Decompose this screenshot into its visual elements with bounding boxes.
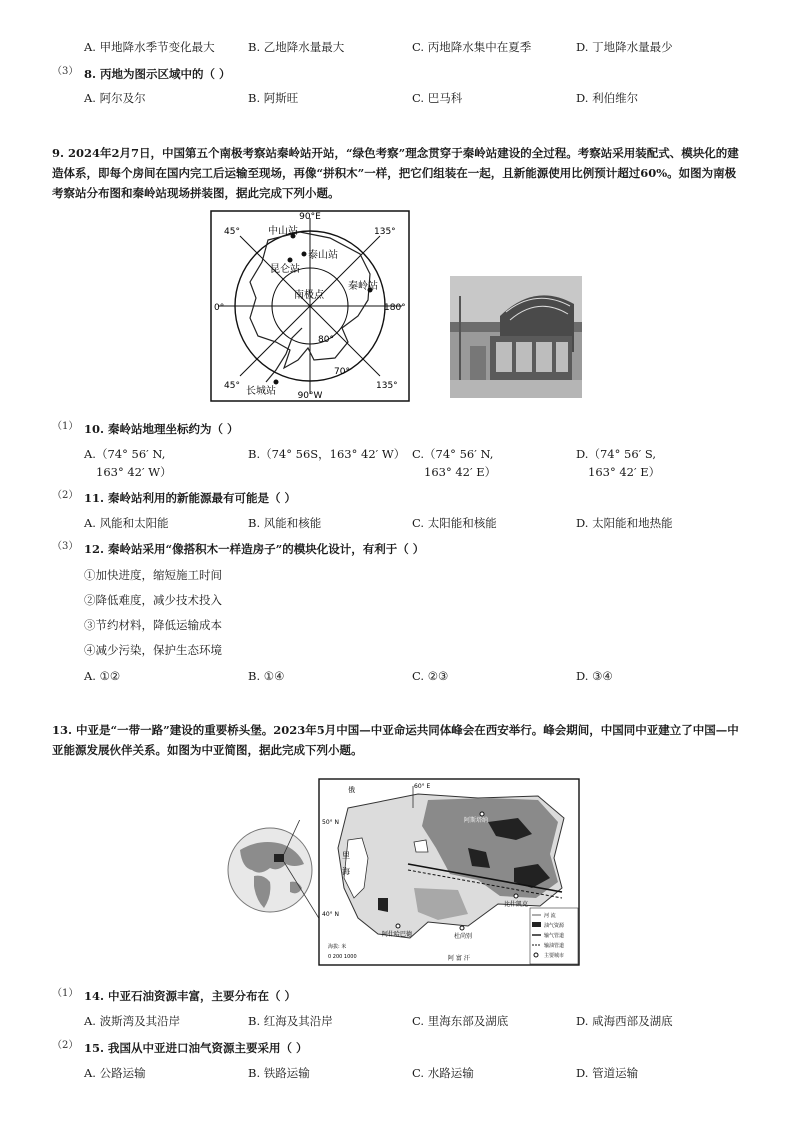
q7-option-d: D. 丁地降水量最少 [576,40,673,54]
station-qinling: 秦岭站 [348,281,378,292]
q15-option-b: B. 铁路运输 [248,1066,310,1080]
station-changcheng: 长城站 [246,386,276,397]
antarctic-station-map [210,210,410,402]
station-south-pole: 南极点 [294,290,324,301]
ca-scale-title: 海拔: 米 [328,944,347,950]
q9-intro: 9. 2024年2月7日，中国第五个南极考察站秦岭站开站，“绿色考察”理念贯穿于秦岭站建设的全过程。考察站采用装配式、模块化的建造体系，即每个房间在国内完工后运输至现场，再像“拼积木”一样，把它们组装在一起，且新能源使用比例预计超过60%。如图为南极考察站分布图和秦岭站现场拼装图，据此完成下列小题。 [52,146,739,200]
q12-option-b: B. ①④ [248,669,285,683]
ca-label-west2: 海 [342,867,350,876]
map-label-lat70: 70° [334,367,350,377]
q12-option-c: C. ②③ [412,669,449,683]
q10-tag: （1） [52,421,79,432]
station-kunlun: 昆仑站 [270,264,300,275]
q11-tag: （2） [52,490,79,501]
q15-option-a: A. 公路运输 [84,1066,146,1080]
ca-label-60e: 60° E [414,783,431,790]
q10-question: 10. 秦岭站地理坐标约为（ ） [84,422,239,436]
q11-option-d: D. 太阳能和地热能 [576,516,673,530]
ca-city-ashgabat: 阿什哈巴德 [382,931,413,938]
q14-option-c: C. 里海东部及湖底 [412,1014,509,1028]
station-zhongshan: 中山站 [268,226,298,237]
map-label-90e: 90°E [299,212,321,222]
q12-statement-3: ③节约材料，降低运输成本 [84,618,222,632]
map-label-90w: 90°W [297,391,323,401]
q12-option-a: A. ①② [84,669,121,683]
q12-statement-2: ②降低难度，减少技术投入 [84,593,222,607]
q10-option-c-line2: 163° 42′ E） [424,465,497,479]
ca-label-north: 俄 [348,786,355,794]
ca-city-astana: 阿斯塔纳 [464,817,489,824]
q12-statement-4: ④减少污染，保护生态环境 [84,643,222,657]
q12-question: 12. 秦岭站采用“像搭积木一样造房子”的模块化设计，有利于（ ） [84,542,425,556]
qinling-station-photo [450,276,582,398]
q15-option-d: D. 管道运输 [576,1066,639,1080]
q10-option-b: B.（74° 56S，163° 42′ W） [248,447,406,461]
q7-option-a: A. 甲地降水季节变化最大 [84,40,215,54]
q14-question: 14. 中亚石油资源丰富，主要分布在（ ） [84,989,297,1003]
ca-city-dushanbe: 杜尚别 [454,933,473,940]
map-label-45-tl: 45° [224,227,240,237]
station-taishan: 泰山站 [308,250,338,261]
ca-city-bishkek: 比什凯克 [504,901,529,908]
q12-statement-1: ①加快进度，缩短施工时间 [84,568,222,582]
q14-option-a: A. 波斯湾及其沿岸 [84,1014,181,1028]
q15-option-c: C. 水路运输 [412,1066,474,1080]
q14-option-b: B. 红海及其沿岸 [248,1014,333,1028]
ca-scale: 0 200 1000 [328,954,357,960]
q7-option-c: C. 丙地降水集中在夏季 [412,40,532,54]
q10-option-a-line2: 163° 42′ W） [96,465,172,479]
q11-question: 11. 秦岭站利用的新能源最有可能是（ ） [84,491,297,505]
map-label-45-bl: 45° [224,381,240,391]
q8-tag: （3） [52,66,79,77]
q14-option-d: D. 咸海西部及湖底 [576,1014,673,1028]
map-label-180: 180° [384,303,406,313]
q15-tag: （2） [52,1040,79,1051]
ca-legend-gas-pipe: 输气管道 [544,933,565,939]
q15-question: 15. 我国从中亚进口油气资源主要采用（ ） [84,1041,308,1055]
ca-legend-oilgas: 油气资源 [544,923,565,929]
ca-label-west1: 里 [342,851,350,860]
q10-option-d-line1: D.（74° 56′ S, [576,447,657,461]
globe-locator [220,820,320,920]
map-label-135-tr: 135° [374,227,396,237]
q7-option-b: B. 乙地降水量最大 [248,40,345,54]
q8-option-b: B. 阿斯旺 [248,91,299,105]
map-label-0: 0° [214,303,225,313]
map-label-135-br: 135° [376,381,398,391]
q11-option-b: B. 风能和核能 [248,516,322,530]
ca-legend-oil-pipe: 输油管道 [544,943,565,949]
ca-legend-city: 主要城市 [544,953,565,959]
ca-label-south: 阿 富 汗 [448,955,470,962]
q10-option-c-line1: C.（74° 56′ N, [412,447,494,461]
q8-option-c: C. 巴马科 [412,91,463,105]
q8-question: 8. 丙地为图示区域中的（ ） [84,67,231,81]
q8-option-d: D. 利伯维尔 [576,91,639,105]
ca-label-40n: 40° N [322,911,340,918]
q14-tag: （1） [52,988,79,999]
q10-option-d-line2: 163° 42′ E） [588,465,661,479]
q8-option-a: A. 阿尔及尔 [84,91,146,105]
q12-option-d: D. ③④ [576,669,613,683]
q12-tag: （3） [52,541,79,552]
q13-intro: 13. 中亚是“一带一路”建设的重要桥头堡。2023年5月中国—中亚命运共同体峰会在西安举行。峰会期间，中国同中亚建立了中国—中亚能源发展伙伴关系。如图为中亚简图，据此完成下列小题。 [52,723,739,757]
map-label-lat80: 80° [318,335,334,345]
q10-option-a-line1: A.（74° 56′ N, [84,447,166,461]
central-asia-map [318,778,580,966]
ca-label-50n: 50° N [322,819,340,826]
ca-legend-river: 河 流 [544,913,556,919]
q11-option-a: A. 风能和太阳能 [84,516,169,530]
q11-option-c: C. 太阳能和核能 [412,516,497,530]
